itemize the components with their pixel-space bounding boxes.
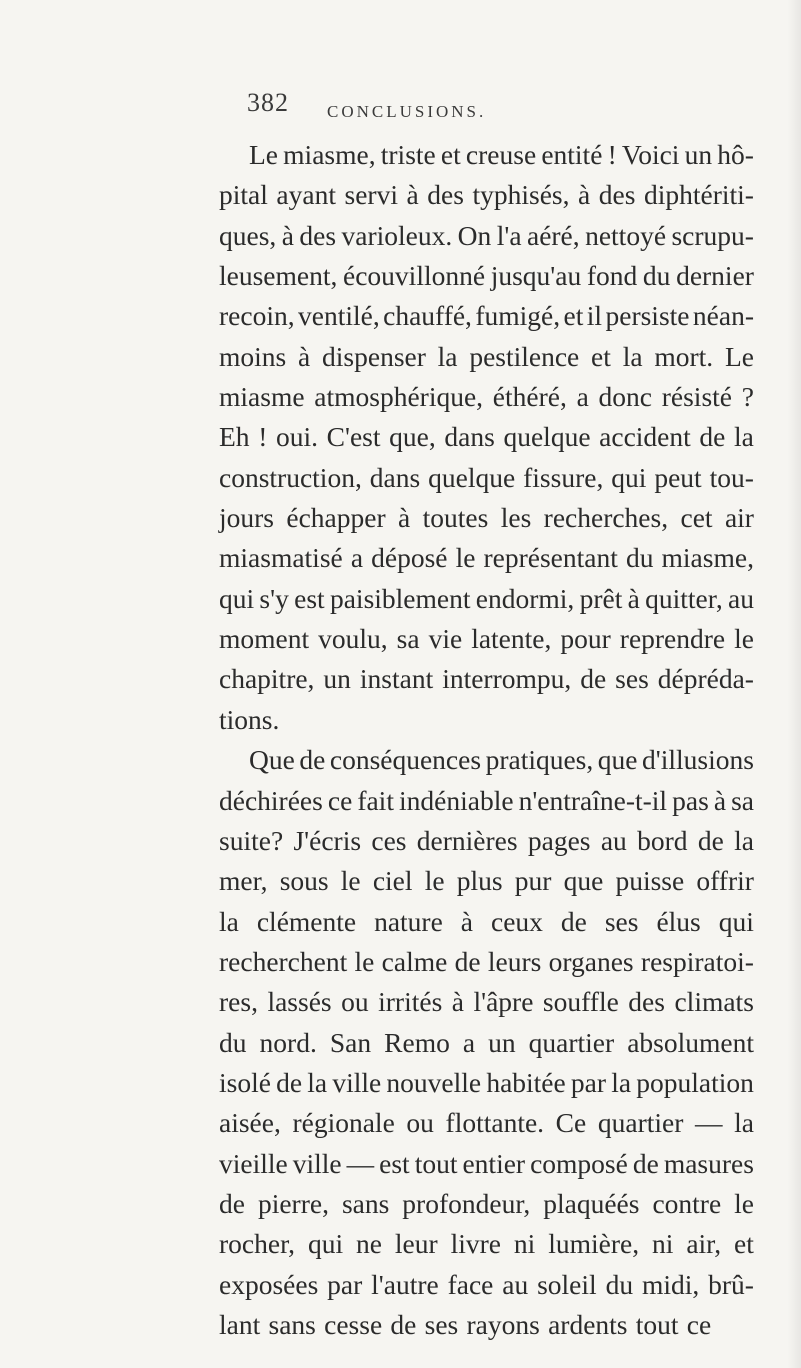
text-line: moment voulu, sa vie latente, pour reprendre le	[219, 623, 754, 655]
text-line: construction, dans quelque fissure, qui peut tou-	[219, 461, 754, 493]
page-number: 382	[247, 88, 289, 117]
text-line: miasmatisé a déposé le représentant du miasme,	[219, 542, 754, 574]
text-line: chapitre, un instant interrompu, de ses dépréda-	[219, 663, 754, 695]
text-line: pital ayant servi à des typhisés, à des diphtériti-	[219, 179, 754, 211]
running-head: CONCLUSIONS.	[327, 102, 487, 121]
text-line: du nord. San Remo a un quartier absolument	[219, 1026, 754, 1058]
text-line: Le miasme, triste et creuse entité ! Voici un hô-	[249, 139, 754, 170]
text-line: isolé de la ville nouvelle habitée par la population	[219, 1066, 754, 1098]
text-line: la clémente nature à ceux de ses élus qui	[219, 905, 754, 937]
text-line: jours échapper à toutes les recherches, cet air	[219, 502, 754, 534]
text-line: moins à dispenser la pestilence et la mort. Le	[219, 340, 754, 372]
text-line: tions.	[219, 703, 280, 735]
text-line: miasme atmosphérique, éthéré, a donc résisté ?	[219, 381, 754, 413]
text-line: suite? J'écris ces dernières pages au bord de la	[219, 824, 754, 856]
text-line: lant sans cesse de ses rayons ardents tout ce	[219, 1308, 712, 1340]
text-line: exposées par l'autre face au soleil du midi, brû-	[219, 1268, 754, 1300]
text-line: qui s'y est paisiblement endormi, prêt à quitter, au	[219, 582, 754, 614]
text-line: aisée, régionale ou flottante. Ce quartier — la	[219, 1107, 754, 1139]
text-line: recherchent le calme de leurs organes respiratoi-	[219, 945, 754, 977]
text-line: de pierre, sans profondeur, plaquéés contre le	[219, 1187, 754, 1219]
text-line: leusement, écouvillonné jusqu'au fond du dernier	[219, 260, 754, 292]
page-header	[0, 88, 801, 128]
text-line: recoin, ventilé, chauffé, fumigé, et il persiste néan-	[219, 300, 754, 332]
text-line: res, lassés ou irrités à l'âpre souffle des climats	[219, 986, 754, 1018]
body-text	[219, 135, 754, 1345]
text-line: rocher, qui ne leur livre ni lumière, ni air, et	[219, 1228, 754, 1260]
text-line: ques, à des varioleux. On l'a aéré, nettoyé scrupu-	[219, 219, 754, 251]
text-line: Eh ! oui. C'est que, dans quelque accident de la	[219, 421, 754, 453]
text-line: Que de conséquences pratiques, que d'illusions	[249, 744, 754, 776]
text-line: vieille ville — est tout entier composé de masures	[219, 1147, 754, 1179]
text-line: déchirées ce fait indéniable n'entraîne-t-il pas à sa	[219, 784, 754, 816]
page-edge-shadow	[787, 0, 801, 1368]
text-line: mer, sous le ciel le plus pur que puisse offrir	[219, 865, 754, 897]
